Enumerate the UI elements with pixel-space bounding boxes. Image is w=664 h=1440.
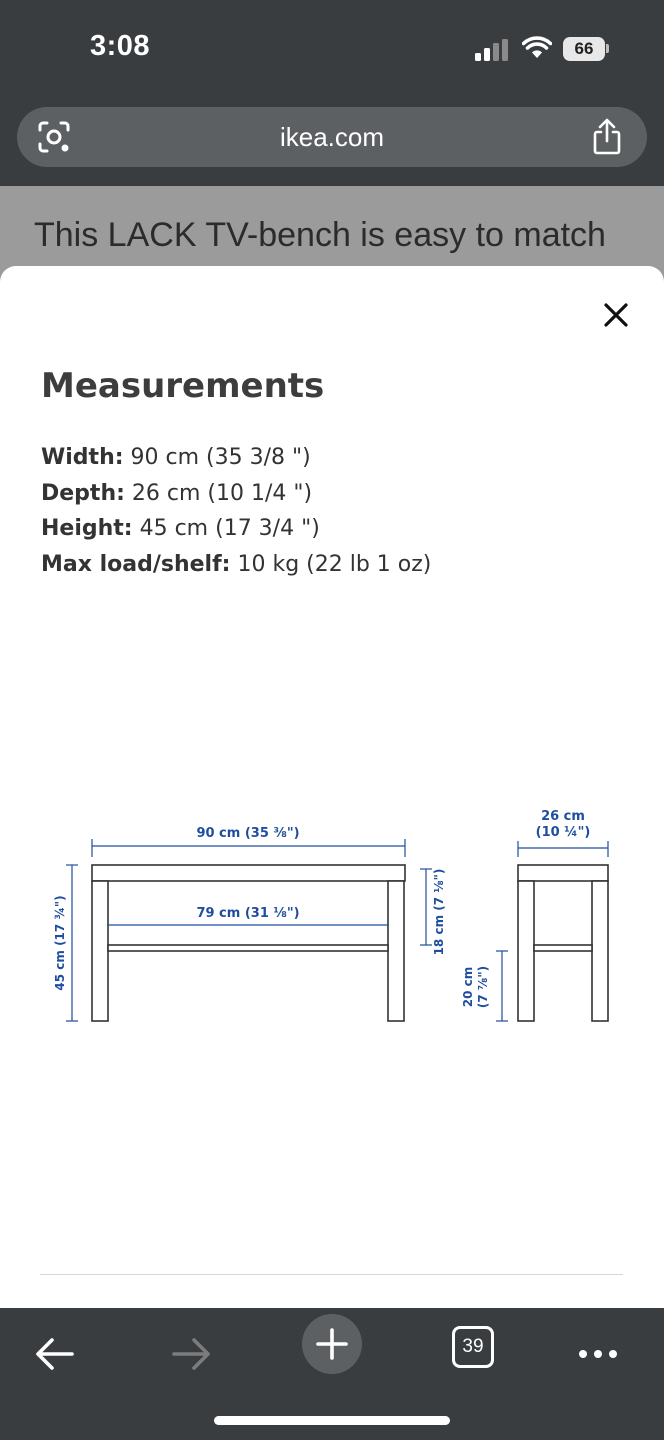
back-arrow-icon[interactable] xyxy=(24,1324,84,1384)
new-tab-button[interactable] xyxy=(302,1314,362,1374)
spec-label: Width: xyxy=(41,445,124,470)
side-left-leg xyxy=(518,881,534,1021)
close-icon[interactable] xyxy=(598,297,634,333)
spec-value: 10 kg (22 lb 1 oz) xyxy=(230,551,432,577)
sheet-title: Measurements xyxy=(41,366,325,406)
spec-value: 45 cm (17 3/4 ") xyxy=(132,516,320,541)
height-dimension-label: 45 cm (17 ¾") xyxy=(53,895,67,991)
width-dimension-label: 90 cm (35 ⅜") xyxy=(196,826,300,841)
share-icon[interactable] xyxy=(590,118,624,156)
side-shelf xyxy=(534,945,592,951)
shelf-height-label-line1: 20 cm xyxy=(461,966,475,1008)
front-shelf xyxy=(108,945,388,951)
front-right-leg xyxy=(388,881,404,1021)
side-view xyxy=(518,865,608,1021)
status-bar xyxy=(0,0,664,100)
side-tabletop xyxy=(518,865,608,881)
spec-value: 90 cm (35 3/8 ") xyxy=(123,445,311,470)
home-indicator[interactable] xyxy=(214,1416,450,1425)
tabs-icon[interactable]: 39 xyxy=(452,1326,494,1368)
front-view xyxy=(92,865,405,1021)
depth-dimension-label-line1: 26 cm xyxy=(541,809,585,824)
spec-label: Height: xyxy=(41,516,133,541)
browser-toolbar xyxy=(0,100,664,186)
inner-width-dimension-label: 79 cm (31 ⅛") xyxy=(196,906,300,921)
product-description-text: This LACK TV-bench is easy to match xyxy=(34,216,606,254)
wifi-icon xyxy=(522,36,552,60)
spec-value: 26 cm (10 1/4 ") xyxy=(124,480,313,506)
signal-icon xyxy=(475,39,509,61)
spec-width xyxy=(41,440,431,476)
shelf-height-label-line2: (7 ⅞") xyxy=(476,965,490,1009)
measurement-diagram xyxy=(40,799,630,1029)
battery-nub xyxy=(606,44,609,53)
measurements-sheet xyxy=(0,266,664,1308)
spec-depth xyxy=(41,476,431,512)
url-text[interactable]: ikea.com xyxy=(279,122,385,152)
top-gap-dimension-label: 18 cm (7 ⅛") xyxy=(432,868,446,956)
more-icon[interactable] xyxy=(568,1324,628,1384)
status-time: 3:08 xyxy=(90,30,151,62)
side-right-leg xyxy=(592,881,608,1021)
front-tabletop xyxy=(92,865,405,881)
spec-label: Depth: xyxy=(41,480,125,506)
spec-max-load xyxy=(41,547,431,583)
depth-dimension-label-line2: (10 ¼") xyxy=(535,825,591,840)
spec-height xyxy=(41,511,431,547)
battery-icon: 66 xyxy=(563,37,605,61)
address-bar[interactable] xyxy=(17,107,647,167)
front-left-leg xyxy=(92,881,108,1021)
divider xyxy=(40,1274,623,1275)
forward-arrow-icon[interactable] xyxy=(162,1324,222,1384)
specs-list xyxy=(41,440,431,582)
spec-label: Max load/shelf: xyxy=(41,551,231,577)
